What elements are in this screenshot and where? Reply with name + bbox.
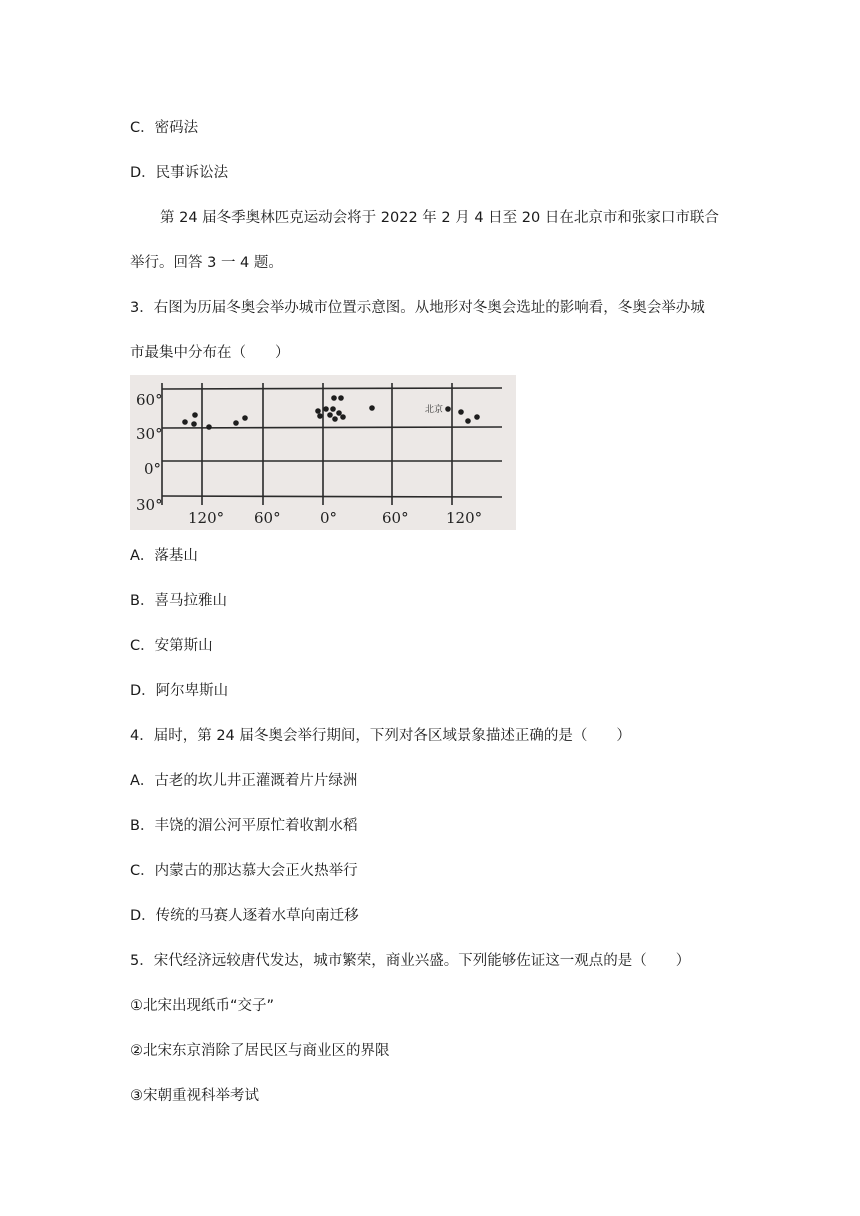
option-d-q3: D．阿尔卑斯山 — [130, 683, 229, 699]
lat-label-30s: 30° — [136, 496, 163, 514]
city-dot — [206, 424, 212, 430]
winter-olympics-host-city-map — [130, 375, 516, 530]
question-5: 5．宋代经济远较唐代发达，城市繁荣，商业兴盛。下列能够佐证这一观点的是（ ） — [130, 953, 691, 969]
option-b-q4: B．丰饶的湄公河平原忙着收割水稻 — [130, 818, 358, 834]
city-dot — [331, 395, 337, 401]
city-dot — [182, 419, 188, 425]
city-dot — [332, 416, 338, 422]
city-dot — [338, 395, 344, 401]
option-a-q4: A．古老的坎儿井正灌溉着片片绿洲 — [130, 773, 358, 789]
statement-1: ①北宋出现纸币“交子” — [130, 998, 275, 1014]
city-dot — [191, 421, 197, 427]
lon-label-120e: 120° — [446, 509, 483, 527]
statement-3: ③宋朝重视科举考试 — [130, 1088, 259, 1104]
city-dot — [327, 412, 333, 418]
option-a-q3: A．落基山 — [130, 548, 198, 564]
city-dot — [474, 414, 480, 420]
option-d-q4: D．传统的马赛人逐着水草向南迁移 — [130, 908, 359, 924]
city-dot — [242, 415, 248, 421]
lon-label-60e: 60° — [382, 509, 409, 527]
lat-label-30n: 30° — [136, 425, 163, 443]
passage-intro: 第 24 届冬季奥林匹克运动会将于 2022 年 2 月 4 日至 20 日在北京市和张家口市联合 — [160, 210, 719, 226]
city-dot — [317, 413, 323, 419]
city-dot — [192, 412, 198, 418]
option-c-q3: C．安第斯山 — [130, 638, 213, 654]
option-c-q2: C．密码法 — [130, 120, 199, 136]
beijing-dot — [445, 406, 451, 412]
lon-label-120w: 120° — [188, 509, 225, 527]
city-dot — [323, 406, 329, 412]
passage-intro-cont: 举行。回答 3 一 4 题。 — [130, 255, 283, 271]
city-dot — [315, 408, 321, 414]
city-dot — [330, 406, 336, 412]
lon-label-0: 0° — [320, 509, 338, 527]
city-dot — [336, 410, 342, 416]
question-3-cont: 市最集中分布在（ ） — [130, 345, 290, 361]
statement-2: ②北宋东京消除了居民区与商业区的界限 — [130, 1043, 390, 1059]
question-4: 4．届时，第 24 届冬奥会举行期间，下列对各区域景象描述正确的是（ ） — [130, 728, 631, 744]
option-c-q4: C．内蒙古的那达慕大会正火热举行 — [130, 863, 358, 879]
lon-label-60w: 60° — [254, 509, 281, 527]
city-dot — [369, 405, 375, 411]
beijing-label: 北京 — [425, 405, 444, 415]
city-dot — [340, 414, 346, 420]
city-dot — [233, 420, 239, 426]
lat-label-60n: 60° — [136, 391, 163, 409]
lat-label-0: 0° — [144, 460, 162, 478]
city-dot — [465, 418, 471, 424]
city-dot — [458, 409, 464, 415]
option-b-q3: B．喜马拉雅山 — [130, 593, 227, 609]
option-d-q2: D．民事诉讼法 — [130, 165, 229, 181]
question-3: 3．右图为历届冬奥会举办城市位置示意图。从地形对冬奥会选址的影响看，冬奥会举办城 — [130, 300, 705, 316]
